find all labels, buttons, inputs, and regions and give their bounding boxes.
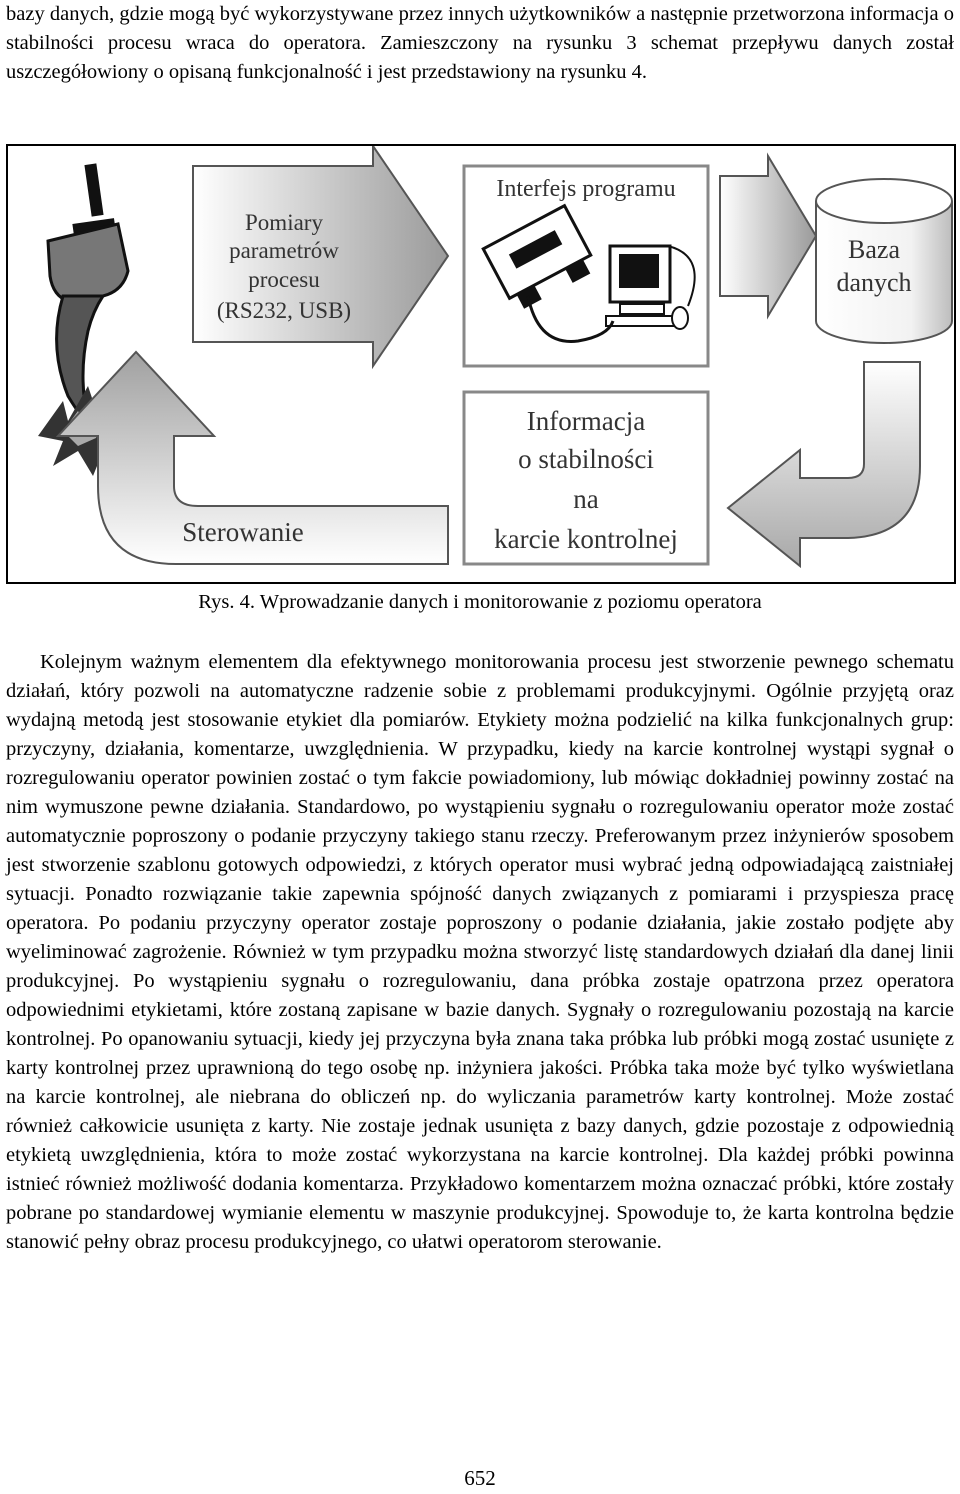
diagram-canvas bbox=[8, 146, 954, 582]
measurement-line-1: Pomiary bbox=[245, 210, 323, 235]
control-label: Sterowanie bbox=[182, 517, 304, 547]
main-paragraph: Kolejnym ważnym elementem dla efektywnego monitorowania procesu jest stworzenie pewnego schematu działań, który pozwoli na automatyczne radzenie sobie z problemami produkcyjnymi. Ogólnie przyjętą oraz wydajną metodą jest stosowanie etykiet dla pomiarów. Etykiety można podzielić na kilka funkcjonalnych grup: przyczyny, działania, komentarze, uwzględnienia. W przypadku, kiedy na karcie kontrolnej wystąpi sygnał o rozregulowaniu operator powinien zostać o tym fakcie powiadomiony, lub mówiąc dokładniej powinny zostać na nim wymuszone pewne działania. Standardowo, po wystąpieniu sygnału o rozregulowaniu operator może zostać automatycznie poproszony o podanie przyczyny takiego stanu rzeczy. Preferowanym przez inżynierów sposobem jest stworzenie szablonu gotowych odpowiedzi, z których operator musi wybrać jedną odpowiadającą zaistniałej sytuacji. Ponadto rozwiązanie takie zapewnia spójność danych związanych z pomiarami i przyspiesza pracę operatora. Po podaniu przyczyny operator zostaje poproszony o podanie działania, jakie zostało podjęte aby wyeliminować zagrożenie. Również w tym przypadku można stworzyć listę standardowych działań dla danej linii produkcyjnej. Po wystąpieniu sygnału o rozregulowaniu, dana próbka zostaje opatrzona przez operatora odpowiednimi etykietami, które zostaną zapisane w bazie danych. Sygnały o rozregulowaniu pozostają na karcie kontrolnej. Po opanowaniu sytuacji, kiedy jej przyczyna była znana taka próbka lub próbki mogą zostać usunięte z karty kontrolnej przez uprawnioną do tego osobę np. inżyniera jakości. Próbka taka może być tylko wyświetlana na karcie kontrolnej, ale niebrana do obliczeń np. do wyliczania parametrów karty kontrolnej. Może zostać również całkowicie usunięta z karty. Nie zostaje jednak usunięta z bazy danych, gdzie pozostaje z odpowiednią etykietą uwzględnienia, która to może zostać wykorzystana na karcie kontrolnej. Dla każdej próbki powinna istnieć również możliwość dodania komentarza. Przykładowo komentarzem można oznaczać próbki, które zostały pobrane po standardowej wymianie elementu w maszynie produkcyjnej. Spowoduje to, że karta kontrolna będzie stanowić pełny obraz procesu produkcyjnego, co ułatwi operatorom sterowanie. bbox=[6, 651, 954, 1253]
intro-paragraph: bazy danych, gdzie mogą być wykorzystywane przez innych użytkowników a następnie przetworzona informacja o stabilności procesu wraca do operatora. Zamieszczony na rysunku 3 schemat przepływu danych został uszczegółowiony o opisaną funkcjonalność i jest przedstawiony na rysunku 4. bbox=[6, 3, 954, 83]
control-arrow bbox=[58, 352, 448, 564]
measurement-line-2: parametrów bbox=[229, 238, 339, 263]
measurement-line-3: procesu bbox=[248, 267, 320, 292]
info-line-2: o stabilności bbox=[518, 444, 654, 474]
database-line-2: danych bbox=[836, 268, 912, 297]
measurement-line-4: (RS232, USB) bbox=[216, 298, 352, 323]
control-chart-info-box bbox=[464, 392, 708, 564]
database-arrow bbox=[720, 156, 816, 316]
info-line-4: karcie kontrolnej bbox=[494, 524, 678, 554]
measurement-arrow bbox=[193, 146, 448, 366]
info-line-3: na bbox=[573, 484, 599, 514]
info-line-1: Informacja bbox=[526, 406, 646, 436]
database-cylinder bbox=[816, 179, 952, 343]
figure-diagram bbox=[6, 144, 956, 584]
database-line-1: Baza bbox=[848, 235, 900, 264]
return-arrow bbox=[728, 362, 920, 566]
interface-title: Interfejs programu bbox=[496, 176, 676, 202]
interface-box bbox=[464, 166, 708, 366]
figure-caption: Rys. 4. Wprowadzanie danych i monitorowanie z poziomu operatora bbox=[198, 591, 762, 613]
page-number: 652 bbox=[464, 1466, 496, 1490]
